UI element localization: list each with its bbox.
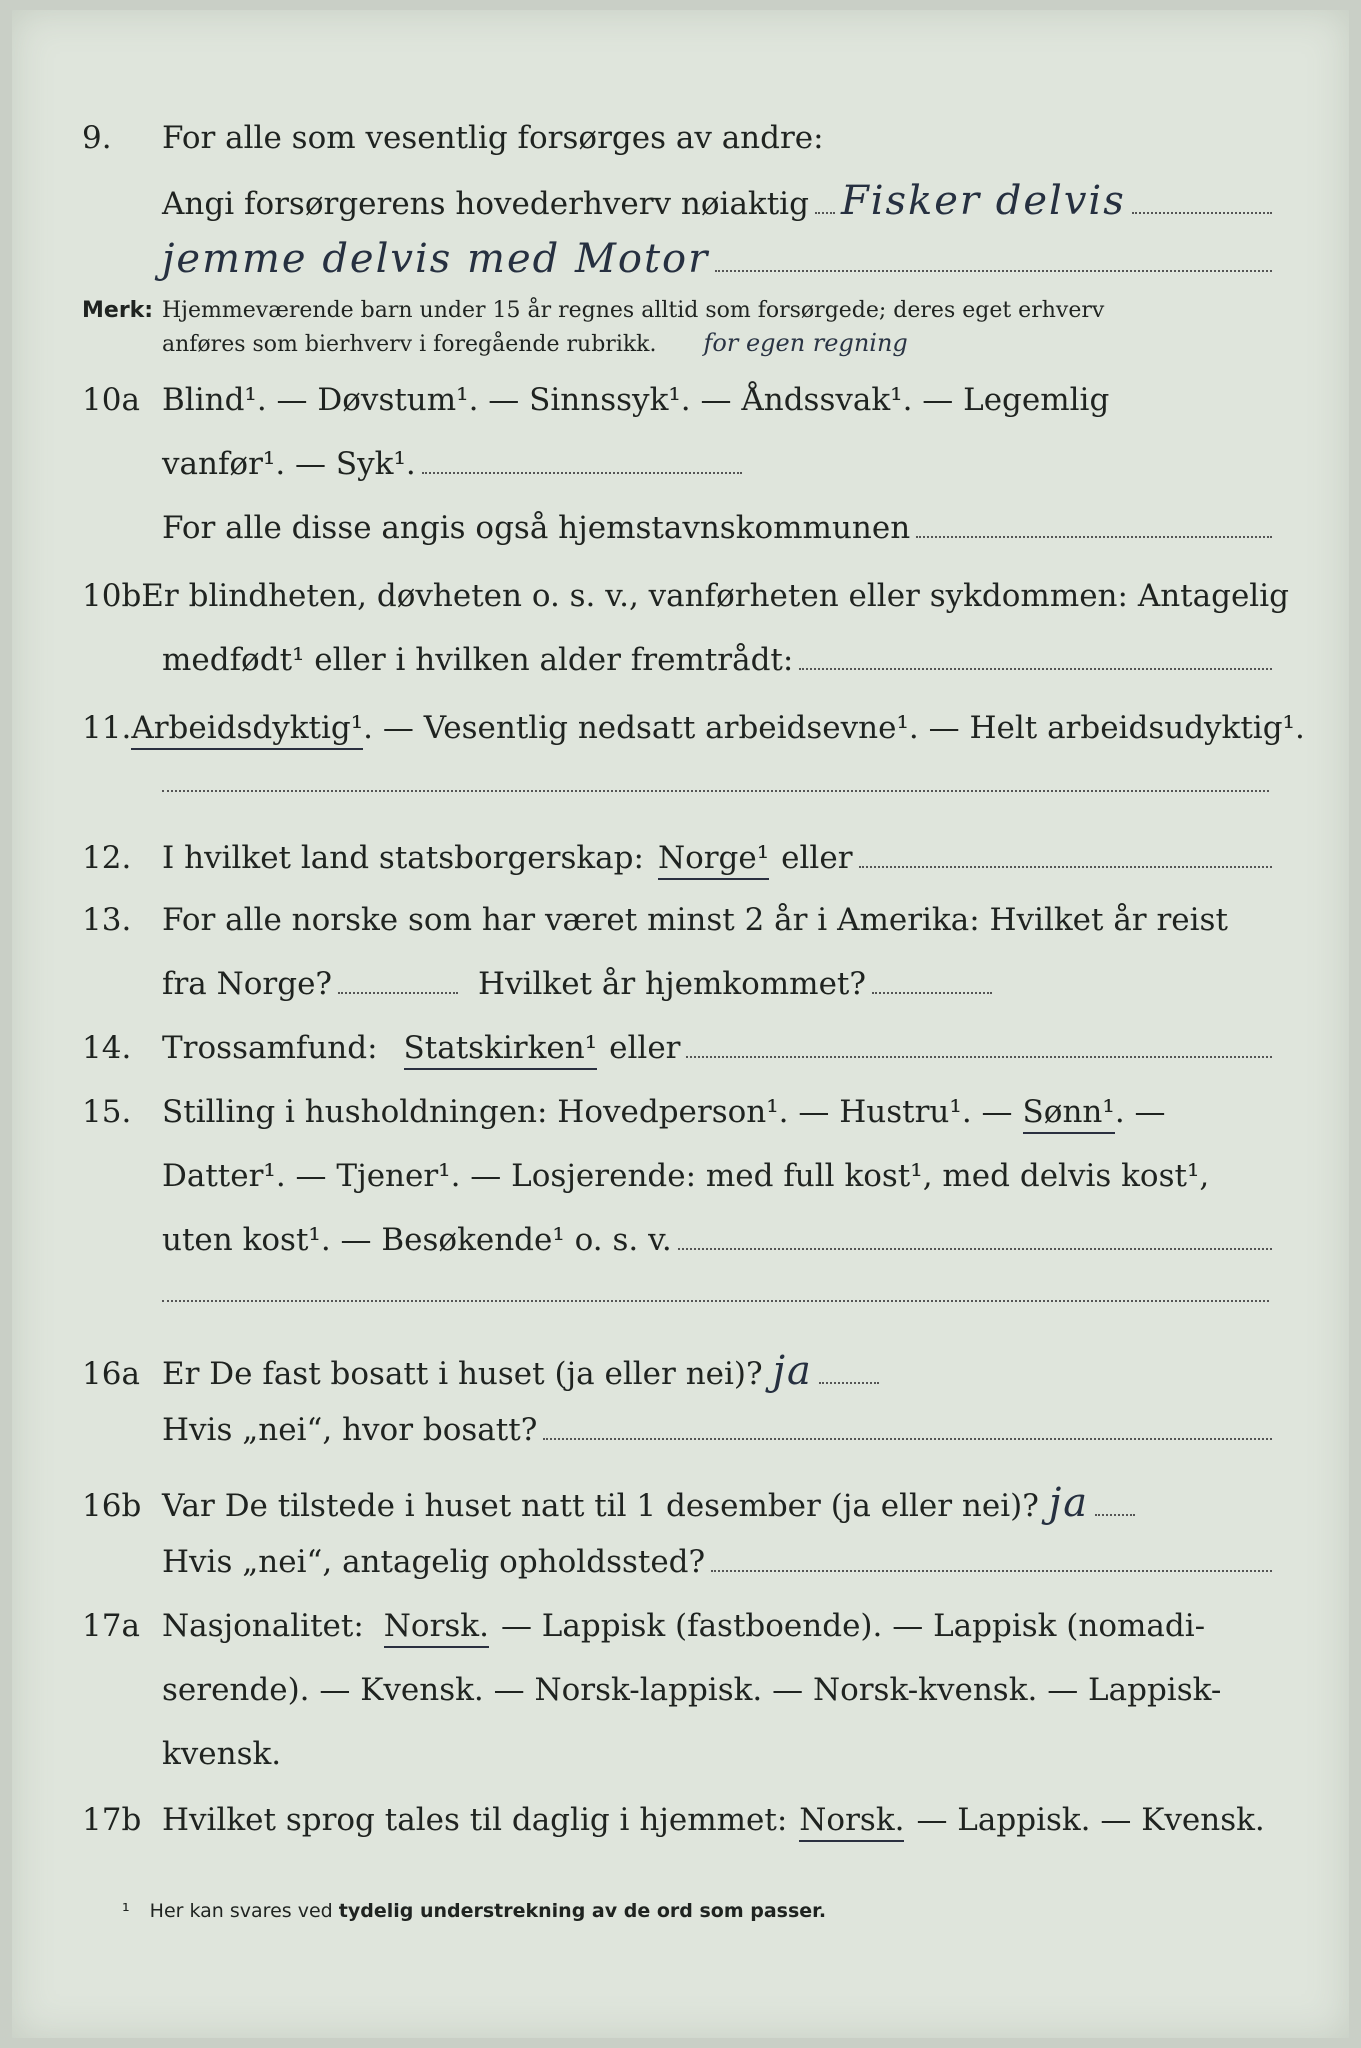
q10a-text1: Blind¹. — Døvstum¹. — Sinnssyk¹. — Åndssvak¹. — Legemlig	[162, 382, 1110, 418]
q17a-line3	[82, 1736, 1272, 1788]
merk-text2: anføres som bierhverv i foregående rubrikk.	[162, 332, 657, 357]
q16b-line2	[82, 1544, 1272, 1596]
merk-handwritten[interactable]: for egen regning	[703, 329, 908, 357]
q16a-number: 16a	[82, 1356, 140, 1392]
q9-handwritten-2[interactable]: jemme delvis med Motor	[162, 236, 710, 282]
q10a-text2: vanfør¹. — Syk¹.	[162, 446, 416, 482]
q13-number: 13.	[82, 902, 132, 938]
q16b-text1: Var De tilstede i huset natt til 1 desember (ja eller nei)?	[162, 1488, 1039, 1524]
q12-number: 12.	[82, 840, 132, 876]
q13-text2a: fra Norge?	[162, 966, 333, 1002]
q13-line2	[82, 966, 1272, 1018]
q9-text2: Angi forsørgerens hovederhverv nøiaktig	[162, 186, 809, 222]
q12-line	[82, 840, 1272, 892]
footnote-text: Her kan svares ved	[149, 1900, 333, 1922]
q13-line1	[82, 902, 1272, 954]
q17b-line	[82, 1802, 1272, 1854]
q10a-number: 10a	[82, 382, 140, 418]
q13-text2b: Hvilket år hjemkommet?	[478, 966, 867, 1002]
q14-text: Trossamfund:	[162, 1030, 378, 1066]
footnote-bold-text: tydelig understrekning av de ord som passer.	[338, 1900, 827, 1922]
q16a-line1	[82, 1348, 1272, 1400]
q10b-line1	[82, 578, 1289, 630]
q11-option-arbeidsdyktig[interactable]: Arbeidsdyktig¹	[131, 710, 363, 750]
merk-note	[82, 298, 1272, 357]
q10b-line2	[82, 642, 1272, 694]
q17b-option-norsk[interactable]: Norsk.	[799, 1802, 904, 1842]
q9-text1: For alle som vesentlig forsørges av andre:	[162, 120, 824, 156]
q17a-text3: kvensk.	[162, 1736, 282, 1772]
q10a-line2	[82, 446, 1272, 498]
q15-text1a: Stilling i husholdningen: Hovedperson¹. — Hustru¹. —	[162, 1094, 1013, 1130]
q10a-line1	[82, 382, 1272, 434]
q11-number: 11.	[82, 710, 132, 746]
q16b-line1	[82, 1480, 1272, 1532]
q16b-text2: Hvis „nei“, antagelig opholdssted?	[162, 1544, 706, 1580]
q9-line2	[82, 178, 1272, 230]
q15-line2	[82, 1158, 1272, 1210]
q14-number: 14.	[82, 1030, 132, 1066]
q14-line	[82, 1030, 1272, 1082]
q16a-text2: Hvis „nei“, hvor bosatt?	[162, 1412, 538, 1448]
q14-option-statskirken[interactable]: Statskirken¹	[404, 1030, 598, 1070]
q10a-line3	[82, 510, 1272, 562]
q16b-number: 16b	[82, 1488, 142, 1524]
q15-line1	[82, 1094, 1272, 1146]
q15-text1b: . —	[1114, 1094, 1166, 1130]
q10b-text1: Er blindheten, døvheten o. s. v., vanførheten eller sykdommen: Antagelig	[141, 578, 1289, 614]
q17a-line1	[82, 1608, 1272, 1660]
q17a-text1a: Nasjonalitet:	[162, 1608, 364, 1644]
q13-text1: For alle norske som har været minst 2 år i Amerika: Hvilket år reist	[162, 902, 1228, 938]
q17a-text2: serende). — Kvensk. — Norsk-lappisk. — Norsk-kvensk. — Lappisk-	[162, 1672, 1222, 1708]
footnote-mark: ¹	[122, 1900, 130, 1922]
footnote	[122, 1900, 826, 1922]
q9-number: 9.	[82, 120, 112, 156]
q16a-text1: Er De fast bosatt i huset (ja eller nei)?	[162, 1356, 763, 1392]
q11-text: . — Vesentlig nedsatt arbeidsevne¹. — Helt arbeidsudyktig¹.	[363, 710, 1305, 746]
merk-label: Merk:	[82, 298, 154, 323]
q15-text3: uten kost¹. — Besøkende¹ o. s. v.	[162, 1222, 672, 1258]
q12-text: I hvilket land statsborgerskap:	[162, 840, 644, 876]
q15-number: 15.	[82, 1094, 132, 1130]
q16a-handwritten[interactable]: ja	[772, 1348, 813, 1394]
q16a-line2	[82, 1412, 1272, 1464]
q16b-handwritten[interactable]: ja	[1048, 1480, 1090, 1526]
q11-line	[82, 710, 1305, 762]
q15-option-sonn[interactable]: Sønn¹	[1023, 1094, 1115, 1134]
q17a-number: 17a	[82, 1608, 140, 1644]
q10a-text3: For alle disse angis også hjemstavnskommunen	[162, 510, 911, 546]
q10b-number: 10b	[82, 578, 142, 614]
q17a-option-norsk[interactable]: Norsk.	[384, 1608, 489, 1648]
merk-text1: Hjemmeværende barn under 15 år regnes alltid som forsørgede; deres eget erhverv	[162, 298, 1105, 323]
q12-option-norge[interactable]: Norge¹	[658, 840, 769, 880]
q17b-number: 17b	[82, 1802, 142, 1838]
q14-post: eller	[609, 1030, 681, 1066]
q9-handwritten-1[interactable]: Fisker delvis	[840, 178, 1126, 224]
q17b-text: Hvilket sprog tales til daglig i hjemmet:	[162, 1802, 788, 1838]
q9-line3	[82, 236, 1272, 288]
q9-line1	[82, 120, 1272, 172]
q17a-line2	[82, 1672, 1272, 1724]
q17b-post: — Lappisk. — Kvensk.	[916, 1802, 1265, 1838]
q12-post: eller	[781, 840, 853, 876]
q10b-text2: medfødt¹ eller i hvilken alder fremtrådt:	[162, 642, 794, 678]
census-form-page	[12, 10, 1349, 2038]
q15-line3	[82, 1222, 1272, 1274]
q15-text2: Datter¹. — Tjener¹. — Losjerende: med full kost¹, med delvis kost¹,	[162, 1158, 1210, 1194]
q17a-text1b: — Lappisk (fastboende). — Lappisk (nomadi-	[500, 1608, 1206, 1644]
